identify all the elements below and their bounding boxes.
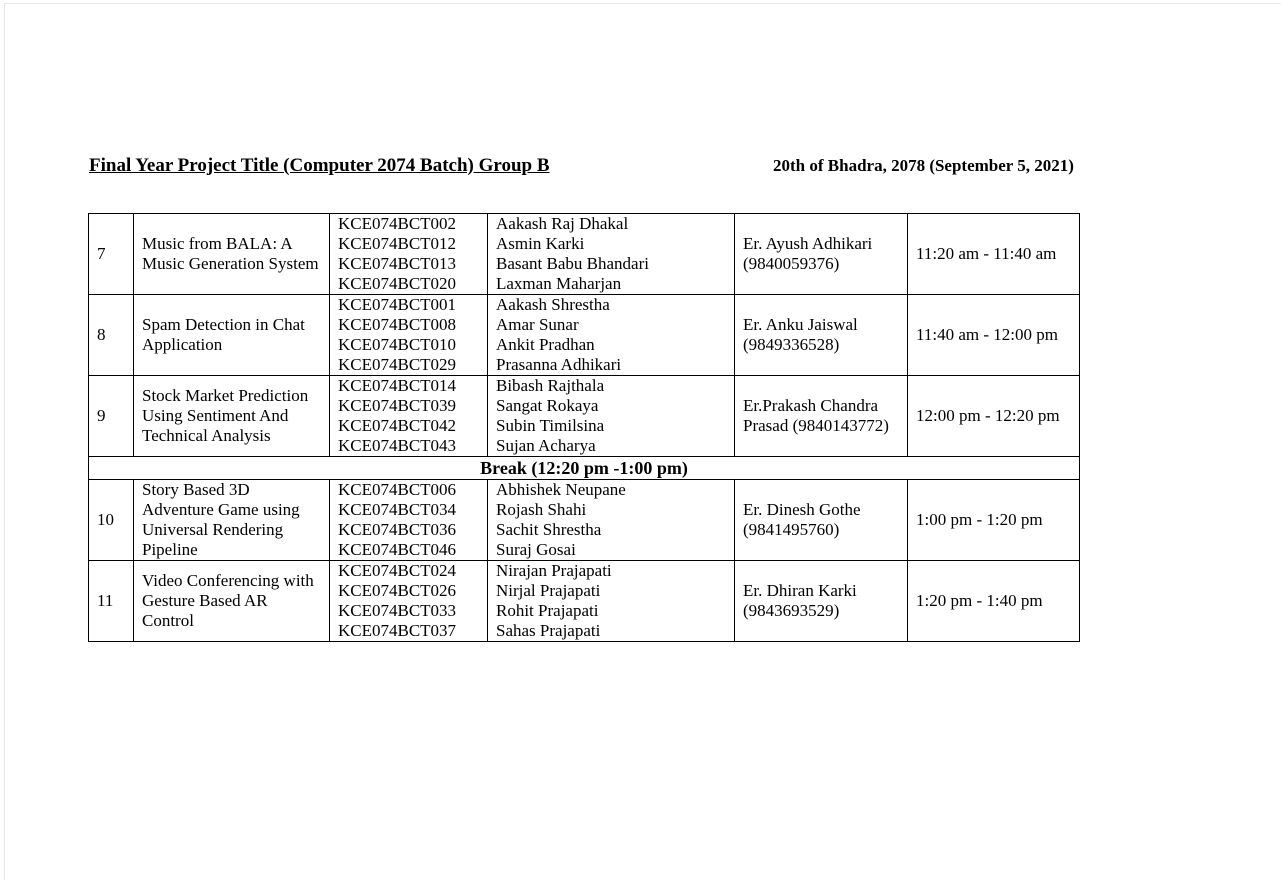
member-name: Asmin Karki [496,234,585,253]
roll-number: KCE074BCT043 [338,436,457,455]
supervisor-cell: Er. Anku Jaiswal (9849336528) [735,295,908,376]
table-row [89,295,1080,376]
roll-numbers-cell [330,376,488,457]
roll-number: KCE074BCT010 [338,335,457,354]
supervisor-cell: Er. Dinesh Gothe (9841495760) [735,480,908,561]
member-name: Bibash Rajthala [496,376,605,395]
roll-number: KCE074BCT012 [338,234,457,253]
serial-number-cell: 9 [89,376,134,457]
table-row [89,214,1080,295]
roll-number: KCE074BCT033 [338,601,457,620]
time-slot-cell: 1:00 pm - 1:20 pm [908,480,1080,561]
project-title-cell: Video Conferencing with Gesture Based AR Control [134,561,330,642]
project-title-cell: Spam Detection in Chat Application [134,295,330,376]
member-name: Basant Babu Bhandari [496,254,649,273]
table-row [89,376,1080,457]
member-name: Aakash Shrestha [496,295,610,314]
members-cell [488,295,735,376]
break-row [89,457,1080,480]
roll-number: KCE074BCT002 [338,214,457,233]
project-title-cell: Stock Market Prediction Using Sentiment And Technical Analysis [134,376,330,457]
serial-number-cell: 11 [89,561,134,642]
supervisor-cell: Er. Dhiran Karki (9843693529) [735,561,908,642]
roll-number: KCE074BCT039 [338,396,457,415]
table-row [89,561,1080,642]
roll-number: KCE074BCT034 [338,500,457,519]
member-name: Nirjal Prajapati [496,581,601,600]
roll-numbers-cell [330,480,488,561]
roll-number: KCE074BCT046 [338,540,457,559]
break-label: Break (12:20 pm -1:00 pm) [89,457,1080,480]
roll-number: KCE074BCT036 [338,520,457,539]
member-name: Sahas Prajapati [496,621,601,640]
time-slot-cell: 11:20 am - 11:40 am [908,214,1080,295]
document-date: 20th of Bhadra, 2078 (September 5, 2021) [773,156,1074,175]
member-name: Rohit Prajapati [496,601,599,620]
roll-numbers-cell [330,214,488,295]
roll-number: KCE074BCT020 [338,274,457,293]
roll-number: KCE074BCT037 [338,621,457,640]
member-name: Aakash Raj Dhakal [496,214,629,233]
member-name: Ankit Pradhan [496,335,595,354]
supervisor-cell: Er. Ayush Adhikari (9840059376) [735,214,908,295]
member-name: Laxman Maharjan [496,274,622,293]
member-name: Rojash Shahi [496,500,587,519]
members-cell [488,480,735,561]
roll-number: KCE074BCT026 [338,581,457,600]
roll-number: KCE074BCT008 [338,315,457,334]
project-title-cell: Story Based 3D Adventure Game using Universal Rendering Pipeline [134,480,330,561]
member-name: Abhishek Neupane [496,480,626,499]
members-cell [488,561,735,642]
roll-number: KCE074BCT024 [338,561,457,580]
table-row [89,480,1080,561]
document-title: Final Year Project Title (Computer 2074 Batch) Group B [89,155,550,176]
schedule-table [88,213,1080,642]
member-name: Suraj Gosai [496,540,576,559]
members-cell [488,376,735,457]
roll-number: KCE074BCT029 [338,355,457,374]
project-title-cell: Music from BALA: A Music Generation System [134,214,330,295]
member-name: Subin Timilsina [496,416,605,435]
roll-numbers-cell [330,561,488,642]
member-name: Sachit Shrestha [496,520,602,539]
roll-numbers-cell [330,295,488,376]
roll-number: KCE074BCT014 [338,376,457,395]
member-name: Sangat Rokaya [496,396,599,415]
roll-number: KCE074BCT042 [338,416,457,435]
roll-number: KCE074BCT006 [338,480,457,499]
serial-number-cell: 8 [89,295,134,376]
supervisor-cell: Er.Prakash Chandra Prasad (9840143772) [735,376,908,457]
member-name: Nirajan Prajapati [496,561,612,580]
member-name: Prasanna Adhikari [496,355,622,374]
time-slot-cell: 12:00 pm - 12:20 pm [908,376,1080,457]
serial-number-cell: 7 [89,214,134,295]
time-slot-cell: 1:20 pm - 1:40 pm [908,561,1080,642]
member-name: Amar Sunar [496,315,579,334]
roll-number: KCE074BCT013 [338,254,457,273]
members-cell [488,214,735,295]
serial-number-cell: 10 [89,480,134,561]
time-slot-cell: 11:40 am - 12:00 pm [908,295,1080,376]
roll-number: KCE074BCT001 [338,295,457,314]
member-name: Sujan Acharya [496,436,596,455]
